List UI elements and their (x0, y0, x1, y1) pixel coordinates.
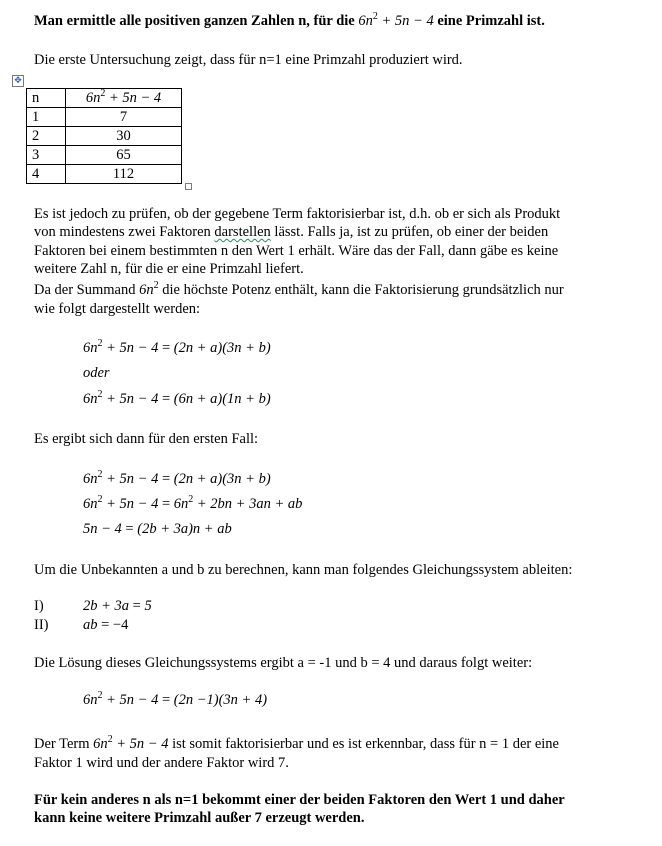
term-line2: Faktor 1 wird und der andere Faktor wird 7. (34, 755, 289, 771)
para1-line4: weitere Zahl n, für die er eine Primzahl liefert. (34, 261, 304, 277)
system-equation-2: ab = −4 (83, 617, 129, 633)
eq-label-2: II) (34, 617, 49, 633)
table-row (27, 127, 182, 146)
case1-equation-3: 5n − 4 = (2b + 3a)n + ab (83, 521, 232, 537)
para1-line6: wie folgt dargestellt werden: (34, 301, 201, 317)
case1-equation-2: $6n^2 + 5n - 4 = 6n^2 + 2bn + 3an$ + ab (83, 494, 303, 512)
eq-label-1: I) (34, 598, 44, 614)
table-cell-n: 2 (27, 127, 66, 146)
intro-text: Die erste Untersuchung zeigt, dass für n=1 eine Primzahl produziert wird. (34, 52, 463, 68)
term-line1: Der Term $6n^2 + 5n - 4$ ist somit faktorisierbar und es ist erkennbar, dass für n = 1 der eine (34, 734, 559, 752)
final-factorization: $6n^2 + 5n - 4 = (2n -1)(3n + 4)$ (83, 690, 268, 708)
table-cell-value: 30 (66, 127, 182, 146)
spellcheck-word[interactable]: darstellen (214, 224, 271, 240)
table-cell-value: 112 (66, 165, 182, 184)
oder-text: oder (83, 365, 110, 381)
factor-equation-2: $6n^2 + 5n - 4 = (6n + a)(1n + b)$ (83, 389, 271, 407)
system-equation-1: 2b + 3a = 5 (83, 598, 152, 614)
para1-line1: Es ist jedoch zu prüfen, ob der gegebene Term faktorisierbar ist, d.h. ob er sich als Produkt (34, 206, 561, 222)
case1-intro: Es ergibt sich dann für den ersten Fall: (34, 431, 259, 447)
values-table (26, 88, 182, 184)
table-cell-n: 4 (27, 165, 66, 184)
para1-line3: Faktoren bei einem bestimmten n den Wert 1 erhält. Wäre das der Fall, dann gäbe es keine (34, 243, 559, 259)
solution-text: Die Lösung dieses Gleichungssystems ergibt a = -1 und b = 4 und daraus folgt weiter: (34, 655, 533, 671)
table-header-term: $6n^2 + 5n - 4$ (66, 89, 182, 108)
table-cell-n: 3 (27, 146, 66, 165)
case1-equation-1: $6n^2 + 5n - 4 = (2n + a)(3n + b)$ (83, 469, 271, 487)
table-row (27, 165, 182, 184)
system-intro: Um die Unbekannten a und b zu berechnen, kann man folgendes Gleichungssystem ableiten: (34, 562, 573, 578)
table-header-n: n (27, 89, 66, 108)
table-cell-value: 65 (66, 146, 182, 165)
factor-equation-1: $6n^2 + 5n - 4 = (2n + a)(3n + b)$ (83, 338, 271, 356)
para1-line5: Da der Summand $6n^2$ die höchste Potenz enthält, kann die Faktorisierung grundsätzlich nur (34, 280, 564, 298)
conclusion-line2: kann keine weitere Primzahl außer 7 erzeugt werden. (34, 810, 365, 826)
table-move-anchor-icon[interactable]: ✥ (12, 75, 24, 87)
table-row (27, 89, 182, 108)
table-row (27, 146, 182, 165)
conclusion-line1: Für kein anderes n als n=1 bekommt einer der beiden Faktoren den Wert 1 und daher (34, 792, 565, 808)
table-row (27, 108, 182, 127)
table-resize-handle[interactable] (185, 183, 192, 190)
table-cell-value: 7 (66, 108, 182, 127)
table-cell-n: 1 (27, 108, 66, 127)
problem-statement: Man ermittle alle positiven ganzen Zahlen n, für die $6n^2 + 5n - 4$ eine Primzahl ist. (34, 11, 545, 29)
para1-line2: von mindestens zwei Faktoren darstellen lässt. Falls ja, ist zu prüfen, ob einer der beiden (34, 224, 549, 240)
